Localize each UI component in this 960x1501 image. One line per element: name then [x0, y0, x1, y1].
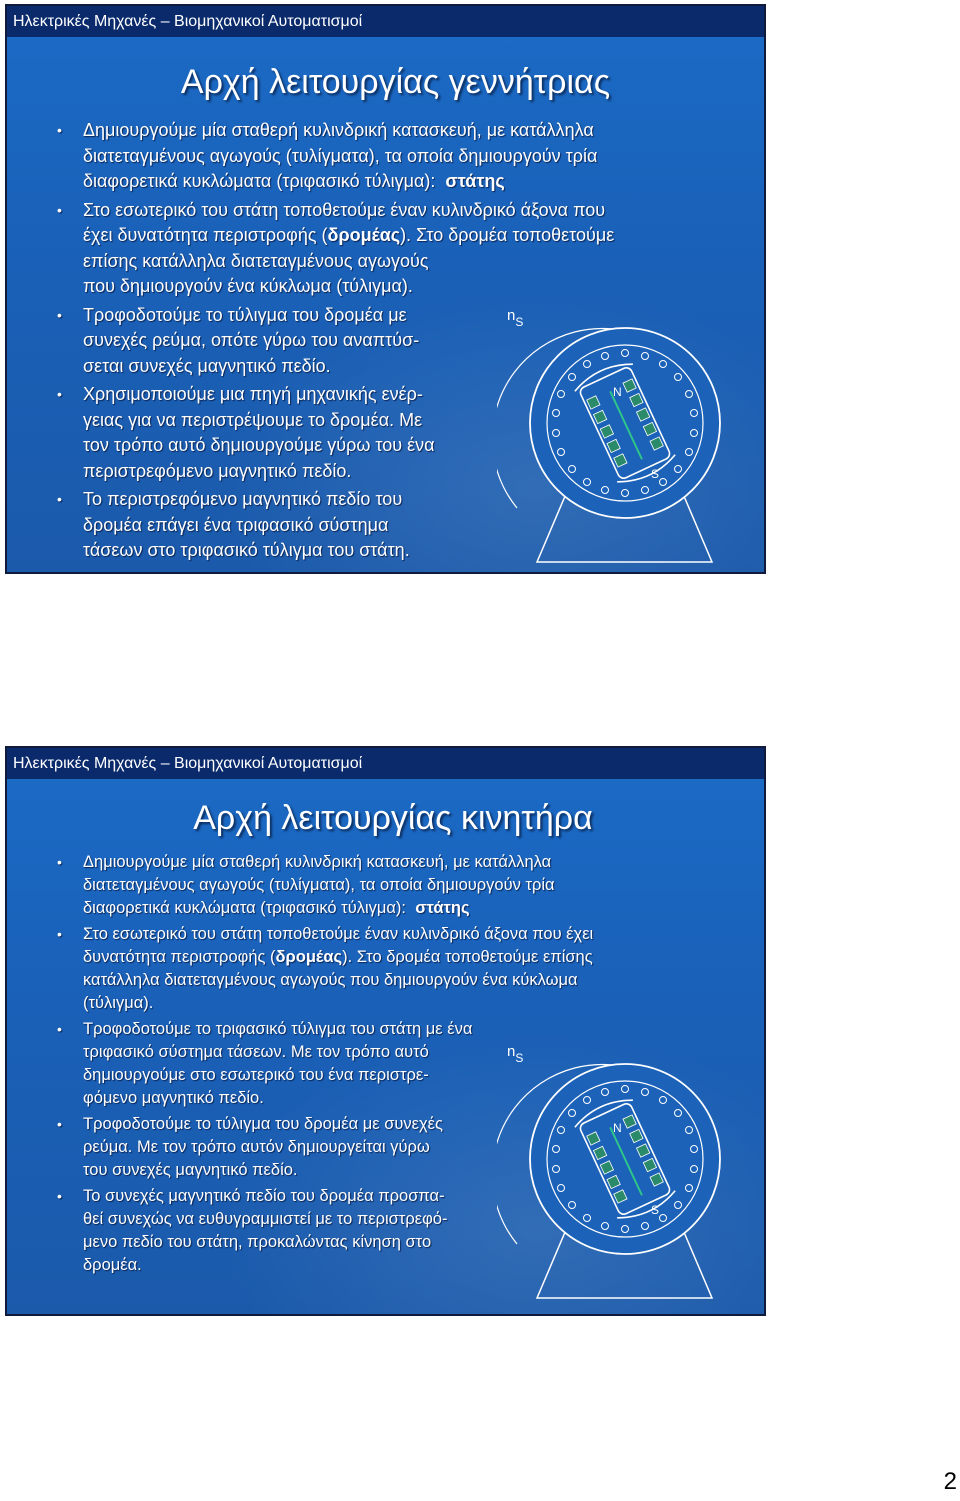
- slide-generator: [5, 4, 766, 574]
- ns-s: S: [515, 1051, 524, 1065]
- bullet-item: [57, 923, 593, 1015]
- term-stator: στάτης: [445, 171, 505, 191]
- bullet-text: δυνατότητα περιστροφής (: [83, 948, 276, 966]
- slide-header: Ηλεκτρικές Μηχανές – Βιομηχανικοί Αυτοματισμοί: [7, 6, 764, 37]
- ns-n: n: [507, 1043, 516, 1060]
- bullet-line: • Το περιστρεφόμενο μαγνητικό πεδίο του: [83, 489, 403, 509]
- bullet-item: [57, 118, 614, 195]
- slide-header: Ηλεκτρικές Μηχανές – Βιομηχανικοί Αυτοματισμοί: [7, 748, 764, 779]
- slide-title: Αρχή λειτουργίας γεννήτριας: [180, 63, 611, 101]
- bullet-text: διαφορετικά κυκλώματα (τριφασικό τύλιγμα):: [83, 899, 407, 917]
- bullet-line: • Τροφοδοτούμε το τύλιγμα του δρομέα με: [83, 304, 407, 325]
- bullet-line: που δημιουργούν ένα κύκλωμα (τύλιγμα).: [83, 276, 413, 296]
- bullet-line: φόμενο μαγνητικό πεδίο.: [83, 1089, 264, 1107]
- machine-diagram: [497, 1034, 732, 1304]
- bullet-line: κατάλληλα διατεταγμένους αγωγούς που δημιουργούν ένα κύκλωμα: [83, 971, 578, 989]
- bullet-line: μενο πεδίο του στάτη, προκαλώντας κίνηση στο: [83, 1233, 432, 1251]
- bullet-line: • Στο εσωτερικό του στάτη τοποθετούμε έναν κυλινδρικό άξονα που έχει: [83, 925, 594, 943]
- slide-motor: [5, 746, 766, 1316]
- bullet-text: διαφορετικά κυκλώματα (τριφασικό τύλιγμα):: [83, 171, 436, 191]
- bullet-line: περιστρεφόμενο μαγνητικό πεδίο.: [83, 460, 352, 481]
- term-rotor: δρομέας: [327, 225, 401, 245]
- bullet-line: δρομέα.: [83, 1256, 142, 1274]
- bullet-line: συνεχές ρεύμα, οπότε γύρω του αναπτύσ-: [83, 330, 420, 350]
- pole-n-label: N: [613, 385, 622, 399]
- bullet-line: διατεταγμένους αγωγούς (τυλίγματα), τα οποία δημιουργούν τρία: [83, 145, 598, 166]
- bullet-text: ). Στο δρομέα τοποθετούμε επίσης: [342, 948, 593, 966]
- bullet-line: τον τρόπο αυτό δημιουργούμε γύρω του ένα: [83, 435, 435, 455]
- bullet-line: • Χρησιμοποιούμε μια πηγή μηχανικής ενέρ-: [83, 384, 423, 404]
- page-number: 2: [943, 1468, 957, 1495]
- term-rotor: δρομέας: [275, 948, 343, 966]
- bullet-line: [83, 897, 593, 920]
- bullet-line: επίσης κατάλληλα διατεταγμένους αγωγούς: [83, 250, 429, 271]
- bullet-line: σεται συνεχές μαγνητικό πεδίο.: [83, 355, 331, 376]
- bullet-line: • Δημιουργούμε μία σταθερή κυλινδρική κατασκευή, με κατάλληλα: [83, 120, 594, 140]
- ns-label: [507, 307, 523, 329]
- bullet-line: • Δημιουργούμε μία σταθερή κυλινδρική κατασκευή, με κατάλληλα: [83, 853, 552, 871]
- ns-n: n: [507, 307, 516, 324]
- bullet-line: • Τροφοδοτούμε το τριφασικό τύλιγμα του στάτη με ένα: [83, 1020, 473, 1038]
- machine-diagram: [497, 298, 732, 568]
- bullet-line: διατεταγμένους αγωγούς (τυλίγματα), τα οποία δημιουργούν τρία: [83, 876, 555, 894]
- bullet-line: • Το συνεχές μαγνητικό πεδίο του δρομέα προσπα-: [83, 1187, 445, 1205]
- bullet-line: [83, 223, 614, 249]
- bullet-item: [57, 198, 614, 300]
- bullet-line: [83, 946, 593, 969]
- bullet-line: (τύλιγμα).: [83, 994, 154, 1012]
- bullet-line: δημιουργούμε στο εσωτερικό του ένα περιστρε-: [83, 1066, 429, 1084]
- bullet-line: του συνεχές μαγνητικό πεδίο.: [83, 1161, 298, 1179]
- bullet-text: έχει δυνατότητα περιστροφής (: [83, 225, 328, 245]
- bullet-line: • Στο εσωτερικό του στάτη τοποθετούμε έναν κυλινδρικό άξονα που: [83, 199, 606, 220]
- ns-s: S: [515, 315, 524, 329]
- bullet-line: γειας για να περιστρέψουμε το δρομέα. Με: [83, 409, 423, 430]
- ns-label: [507, 1043, 523, 1065]
- bullet-line: τριφασικό σύστημα τάσεων. Με τον τρόπο αυτό: [83, 1043, 429, 1061]
- bullet-line: θεί συνεχώς να ευθυγραμμιστεί με το περιστρεφό-: [83, 1210, 448, 1228]
- bullet-line: ρεύμα. Με τον τρόπο αυτόν δημιουργείται γύρω: [83, 1138, 430, 1156]
- pole-s-label: S: [651, 1203, 660, 1217]
- bullet-line: [83, 169, 614, 195]
- pole-s-label: S: [651, 467, 660, 481]
- pole-n-label: N: [613, 1121, 622, 1135]
- slide-title: Αρχή λειτουργίας κινητήρα: [193, 799, 593, 837]
- bullet-line: τάσεων στο τριφασικό τύλιγμα του στάτη.: [83, 540, 410, 560]
- term-stator: στάτης: [415, 899, 470, 917]
- bullet-line: • Τροφοδοτούμε το τύλιγμα του δρομέα με συνεχές: [83, 1115, 443, 1133]
- bullet-text: ). Στο δρομέα τοποθετούμε: [400, 225, 615, 245]
- bullet-line: δρομέα επάγει ένα τριφασικό σύστημα: [83, 514, 389, 535]
- bullet-item: [57, 851, 593, 920]
